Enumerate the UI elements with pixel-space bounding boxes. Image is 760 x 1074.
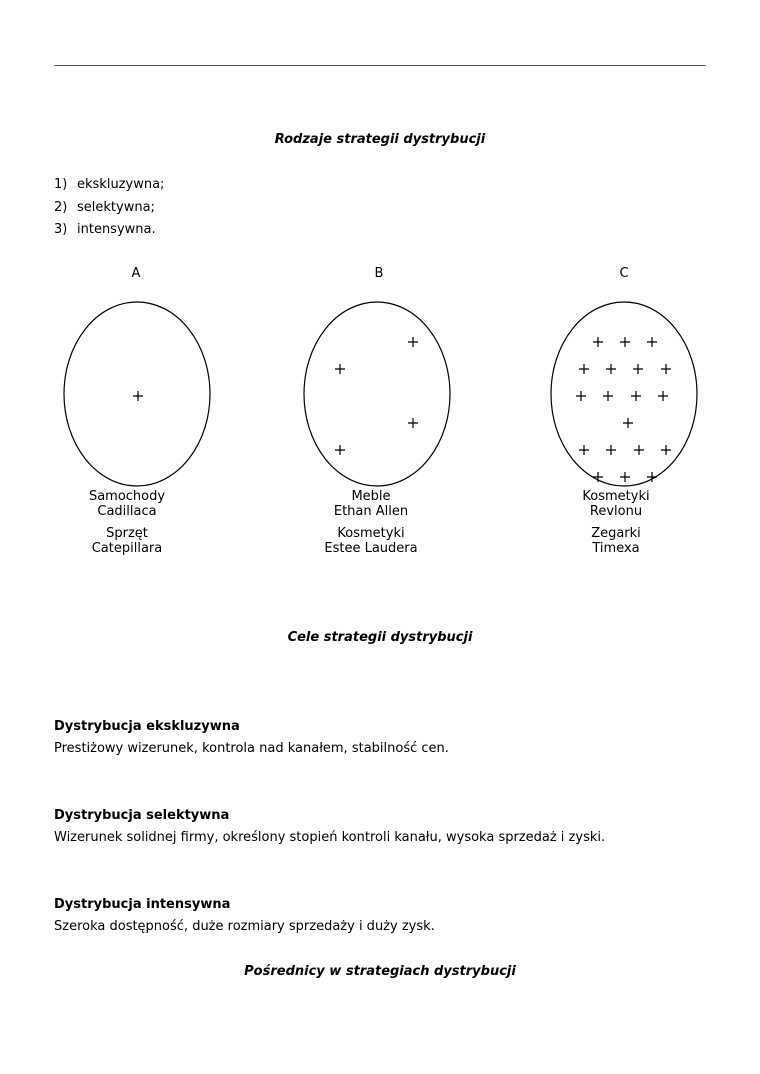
outlet-plus-icon <box>335 364 345 374</box>
outlet-plus-icon <box>620 337 630 347</box>
section-title-selective: Dystrybucja selektywna <box>54 808 230 823</box>
outlet-plus-icon <box>408 337 418 347</box>
outlet-plus-icon <box>623 418 633 428</box>
outlet-plus-icon <box>579 364 589 374</box>
outlet-plus-icon <box>603 391 613 401</box>
oval-exclusive <box>64 302 210 486</box>
column-label-a: A <box>131 266 141 281</box>
column-label-c: C <box>619 266 629 281</box>
caption-example-1-line1: Kosmetyki <box>582 489 650 504</box>
list-item <box>54 221 164 244</box>
outlet-plus-icon <box>133 391 143 401</box>
caption-example-2-line1: Zegarki <box>591 526 641 541</box>
caption-example-1-line2: Ethan Allen <box>333 504 409 519</box>
caption-example-2-line2: Timexa <box>592 541 640 556</box>
list-item-number: 1) <box>54 177 68 192</box>
oval-exclusive-outline <box>64 302 210 486</box>
section-text-intensive: Szeroka dostępność, duże rozmiary sprzedaży i duży zysk. <box>54 919 435 934</box>
outlet-plus-icon <box>658 391 668 401</box>
outlet-plus-icon <box>661 364 671 374</box>
strategy-list <box>54 176 164 244</box>
outlet-plus-icon <box>634 445 644 455</box>
caption-example-2-line2: Catepillara <box>91 541 163 556</box>
list-item-number: 2) <box>54 199 68 215</box>
caption-example-1-line1: Samochody <box>88 489 166 504</box>
caption-intensive <box>526 489 706 556</box>
column-label-b: B <box>374 266 384 281</box>
caption-example-2-line2: Estee Laudera <box>324 541 418 556</box>
oval-intensive-outline <box>551 302 697 486</box>
outlet-plus-icon <box>576 391 586 401</box>
caption-example-1-line2: Revlonu <box>589 504 643 519</box>
outlet-plus-icon <box>647 337 657 347</box>
caption-selective <box>281 489 461 556</box>
outlet-plus-icon <box>335 445 345 455</box>
oval-selective-outline <box>304 302 450 486</box>
caption-example-1-line2: Cadillaca <box>97 504 157 519</box>
list-item <box>54 199 164 222</box>
section-text-selective: Wizerunek solidnej firmy, określony stopień kontroli kanału, wysoka sprzedaż i zyski. <box>54 830 606 845</box>
outlet-plus-icon <box>606 364 616 374</box>
caption-example-2-line1: Kosmetyki <box>337 526 405 541</box>
outlet-plus-icon <box>661 445 671 455</box>
list-item-number: 3) <box>54 222 68 237</box>
section-title-exclusive: Dystrybucja ekskluzywna <box>54 719 240 734</box>
section-text-exclusive: Prestiżowy wizerunek, kontrola nad kanałem, stabilność cen. <box>54 741 449 756</box>
caption-exclusive <box>37 489 217 556</box>
caption-example-1-line1: Meble <box>351 489 391 504</box>
list-item-label: ekskluzywna; <box>77 177 165 192</box>
list-item-label: selektywna; <box>77 199 155 215</box>
heading-intermediaries: Pośrednicy w strategiach dystrybucji <box>244 964 516 979</box>
outlet-plus-icon <box>620 472 630 482</box>
oval-intensive <box>551 302 697 486</box>
outlet-plus-icon <box>408 418 418 428</box>
section-title-intensive: Dystrybucja intensywna <box>54 897 231 912</box>
list-item <box>54 176 164 199</box>
distribution-diagram <box>0 290 760 490</box>
oval-selective <box>304 302 450 486</box>
outlet-plus-icon <box>631 391 641 401</box>
outlet-plus-icon <box>579 445 589 455</box>
list-item-label: intensywna. <box>77 222 156 237</box>
heading-strategy-goals: Cele strategii dystrybucji <box>287 630 473 645</box>
heading-strategy-types: Rodzaje strategii dystrybucji <box>274 132 486 147</box>
outlet-plus-icon <box>606 445 616 455</box>
outlet-plus-icon <box>593 472 603 482</box>
header-rule <box>54 65 706 66</box>
caption-example-2-line1: Sprzęt <box>106 526 148 541</box>
outlet-plus-icon <box>633 364 643 374</box>
outlet-plus-icon <box>593 337 603 347</box>
